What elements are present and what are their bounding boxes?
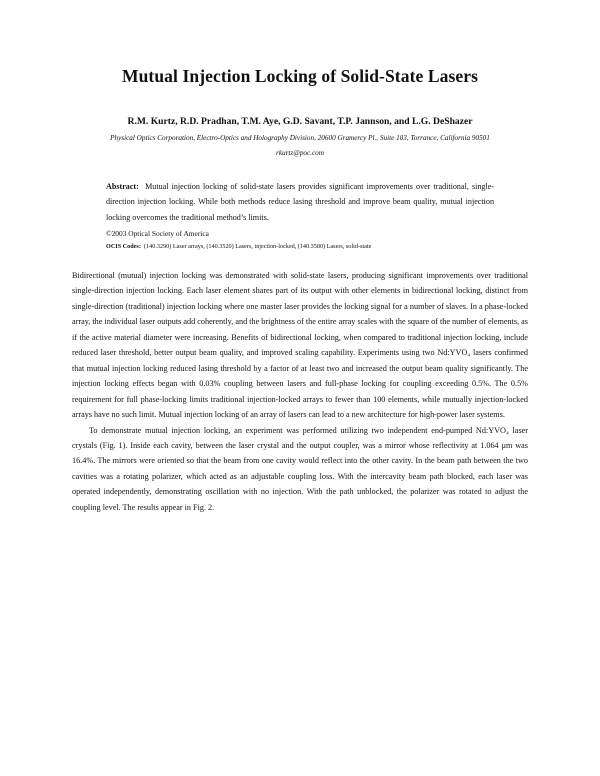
contact-email: rkurtz@poc.com <box>276 149 324 157</box>
paper-title: Mutual Injection Locking of Solid-State Lasers <box>121 66 479 86</box>
affiliation: Physical Optics Corporation, Electro-Optics and Holography Division, 20600 Gramercy Pl., Suite 103, Torrance, California 90501 <box>110 134 490 142</box>
abstract-label: Abstract: <box>106 182 139 191</box>
ocis-text: (140.3290) Laser arrays, (140.3520) Lasers, injection-locked, (140.3580) Lasers, solid-state <box>144 243 372 250</box>
abstract-text: Mutual injection locking of solid-state lasers provides significant improvements over traditional, single-direction injection locking. While both methods reduce lasing threshold and improve beam quality, mutual injection locking overcomes the traditional method’s limits. <box>106 182 495 222</box>
ocis-codes <box>106 243 494 250</box>
abstract-block <box>106 179 494 225</box>
author-list: R.M. Kurtz, R.D. Pradhan, T.M. Aye, G.D. Savant, T.P. Jannson, and L.G. DeShazer <box>127 116 473 127</box>
ocis-label: OCIS Codes: <box>106 243 141 250</box>
body-text <box>72 268 528 515</box>
body-paragraph-2: To demonstrate mutual injection locking, an experiment was performed utilizing two independent end-pumped Nd:YVO₄ laser crystals (Fig. 1). Inside each cavity, between the laser crystal and the output coupler, was a mirror whose reflectivity at 1.064 μm was 16.4%. The mirrors were oriented so that the beam from one cavity would reflect into the other cavity. In the beam path between the two cavities was a rotating polarizer, which acted as an adjustable coupling loss. With the intercavity beam path blocked, each laser was operated independently, demonstrating oscillation with no injection. With the path unblocked, the polarizer was rotated to adjust the coupling level. The results appear in Fig. 2. <box>72 425 528 512</box>
copyright-notice: ©2003 Optical Society of America <box>106 229 209 238</box>
body-paragraph-1: Bidirectional (mutual) injection locking was demonstrated with solid-state lasers, producing significant improvements over traditional single-direction injection locking. Each laser element shares part of its output with other elements in bidirectional locking, distinct from single-direction (traditional) injection locking where one master laser provides the locking signal for a number of slaves. In a phase-locked array, the individual laser outputs add coherently, and the brightness of the entire array scales with the square of the number of elements, as if the active material diameter were increasing. Benefits of bidirectional locking, when compared to traditional injection locking, include reduced laser threshold, better output beam quality, and improved scaling capability. Experiments using two Nd:YVO₄ lasers confirmed that mutual injection locking reduced lasing threshold by a factor of at least two and increased the output beam quality significantly. The injection locking effects began with 0.03% coupling between lasers and full-phase locking for coupling exceeding 0.5%. The 0.5% requirement for full phase-locking limits traditional injection-locked arrays to fewer than 100 elements, while mutually injection-locked arrays have no such limit. Mutual injection locking of an array of lasers can lead to a new architecture for high-power laser systems. <box>72 271 528 420</box>
